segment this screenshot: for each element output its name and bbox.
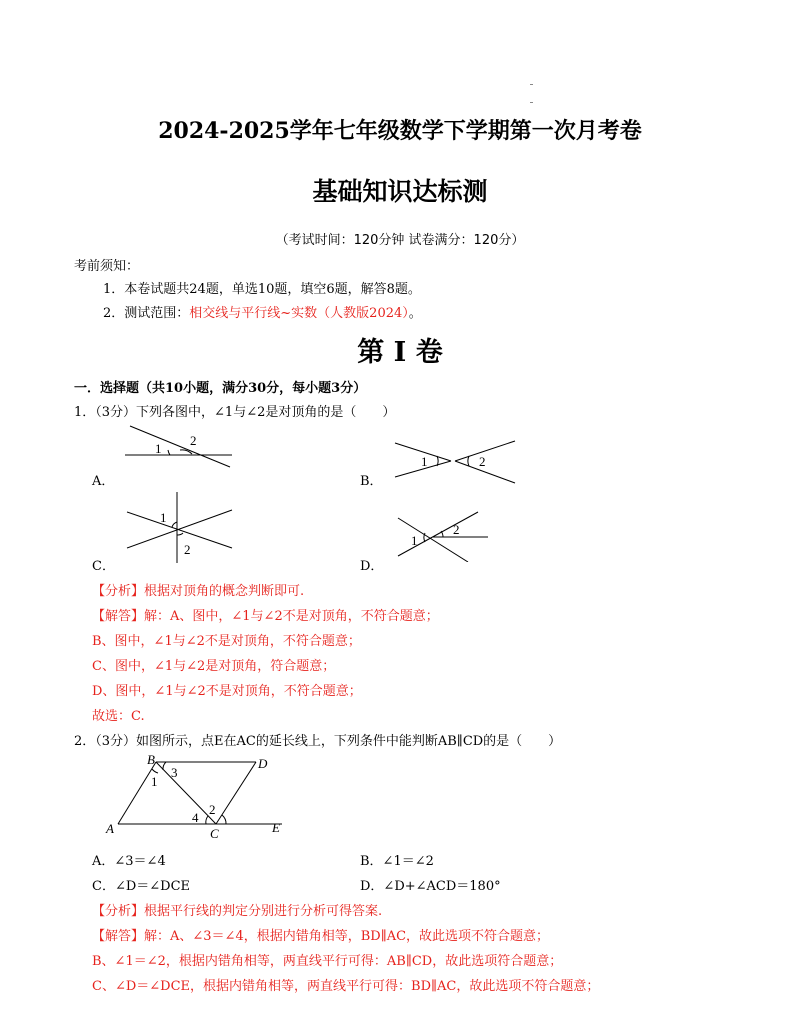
q1-figure-c [122, 490, 237, 565]
q1-figure-d [393, 510, 493, 562]
exam-subtitle: 基础知识达标测 [312, 177, 488, 206]
q1c-angle-1: 1 [160, 510, 167, 525]
q1-answer-line-4: D、图中，∠1与∠2不是对顶角，不符合题意； [92, 684, 362, 699]
q1a-angle-2: 2 [190, 433, 197, 448]
volume-heading: 第 I 卷 [357, 337, 443, 368]
q2-angle-4: 4 [192, 810, 199, 825]
q1d-angle-1: 1 [411, 533, 418, 548]
q2-label-C: C [210, 826, 219, 841]
q1-option-a: A． [92, 474, 115, 489]
q2-answer-line-2: B、∠1＝∠2，根据内错角相等，两直线平行可得：AB∥CD，故此选项符合题意； [92, 954, 563, 969]
exam-title: 2024-2025学年七年级数学下学期第一次月考卷 [158, 118, 642, 144]
notice-item-2-prefix: 2．测试范围： [103, 306, 190, 321]
q1-option-b: B． [360, 474, 383, 489]
notice-heading: 考前须知： [74, 259, 140, 274]
q2-option-a: A．∠3＝∠4 [92, 854, 166, 869]
q1-answer-line-2: B、图中，∠1与∠2不是对顶角，不符合题意； [92, 634, 361, 649]
page-mark [530, 102, 533, 103]
q1-stem: 1．（3分）下列各图中，∠1与∠2是对顶角的是（ ） [74, 405, 396, 420]
q1d-angle-2: 2 [453, 522, 460, 537]
q1-option-c: C． [92, 559, 115, 574]
q2-option-b: B．∠1＝∠2 [360, 854, 434, 869]
page-mark [530, 84, 533, 85]
q1-figure-a [120, 423, 235, 473]
q1a-angle-1: 1 [155, 441, 162, 456]
q2-label-E: E [272, 820, 280, 835]
q2-option-c: C．∠D＝∠DCE [92, 879, 191, 894]
q2-answer-line-3: C、∠D＝∠DCE，根据内错角相等，两直线平行可得：BD∥AC，故此选项不符合题意； [92, 979, 600, 994]
q1c-angle-2: 2 [184, 542, 191, 557]
notice-item-2 [103, 302, 422, 321]
q1-analysis: 【分析】根据对顶角的概念判断即可. [92, 584, 305, 599]
q2-label-D: D [258, 756, 268, 771]
q1-answer-line-3: C、图中，∠1与∠2是对顶角，符合题意； [92, 659, 336, 674]
q2-angle-1: 1 [151, 774, 158, 789]
notice-item-1: 1．本卷试题共24题，单选10题，填空6题，解答8题。 [103, 282, 421, 297]
notice-item-2-suffix: 。 [408, 306, 422, 321]
q2-option-d: D．∠D+∠ACD＝180° [360, 879, 501, 894]
q2-label-B: B [147, 752, 155, 767]
q1-figure-b [393, 437, 518, 485]
q2-stem: 2．（3分）如图所示，点E在AC的延长线上，下列条件中能判断AB∥CD的是（ ） [74, 734, 562, 749]
q2-angle-2: 2 [209, 802, 216, 817]
q2-figure [100, 752, 295, 842]
exam-info: （考试时间：120分钟 试卷满分：120分） [275, 233, 525, 248]
section-heading: 一．选择题（共10小题，满分30分，每小题3分） [74, 381, 367, 396]
q2-angle-3: 3 [171, 765, 178, 780]
q2-answer-line-1: 【解答】解：A、∠3＝∠4，根据内错角相等，BD∥AC，故此选项不符合题意； [92, 929, 550, 944]
q1b-angle-2: 2 [479, 454, 486, 469]
q2-analysis: 【分析】根据平行线的判定分别进行分析可得答案. [92, 904, 383, 919]
q1-answer-line-1: 【解答】解：A、图中，∠1与∠2不是对顶角，不符合题意； [92, 609, 439, 624]
q1-option-d: D． [360, 559, 384, 574]
q1b-angle-1: 1 [421, 454, 428, 469]
q2-label-A: A [106, 821, 114, 836]
test-scope: 相交线与平行线~实数（人教版2024） [189, 306, 409, 321]
q1-answer-line-5: 故选：C. [92, 709, 145, 724]
